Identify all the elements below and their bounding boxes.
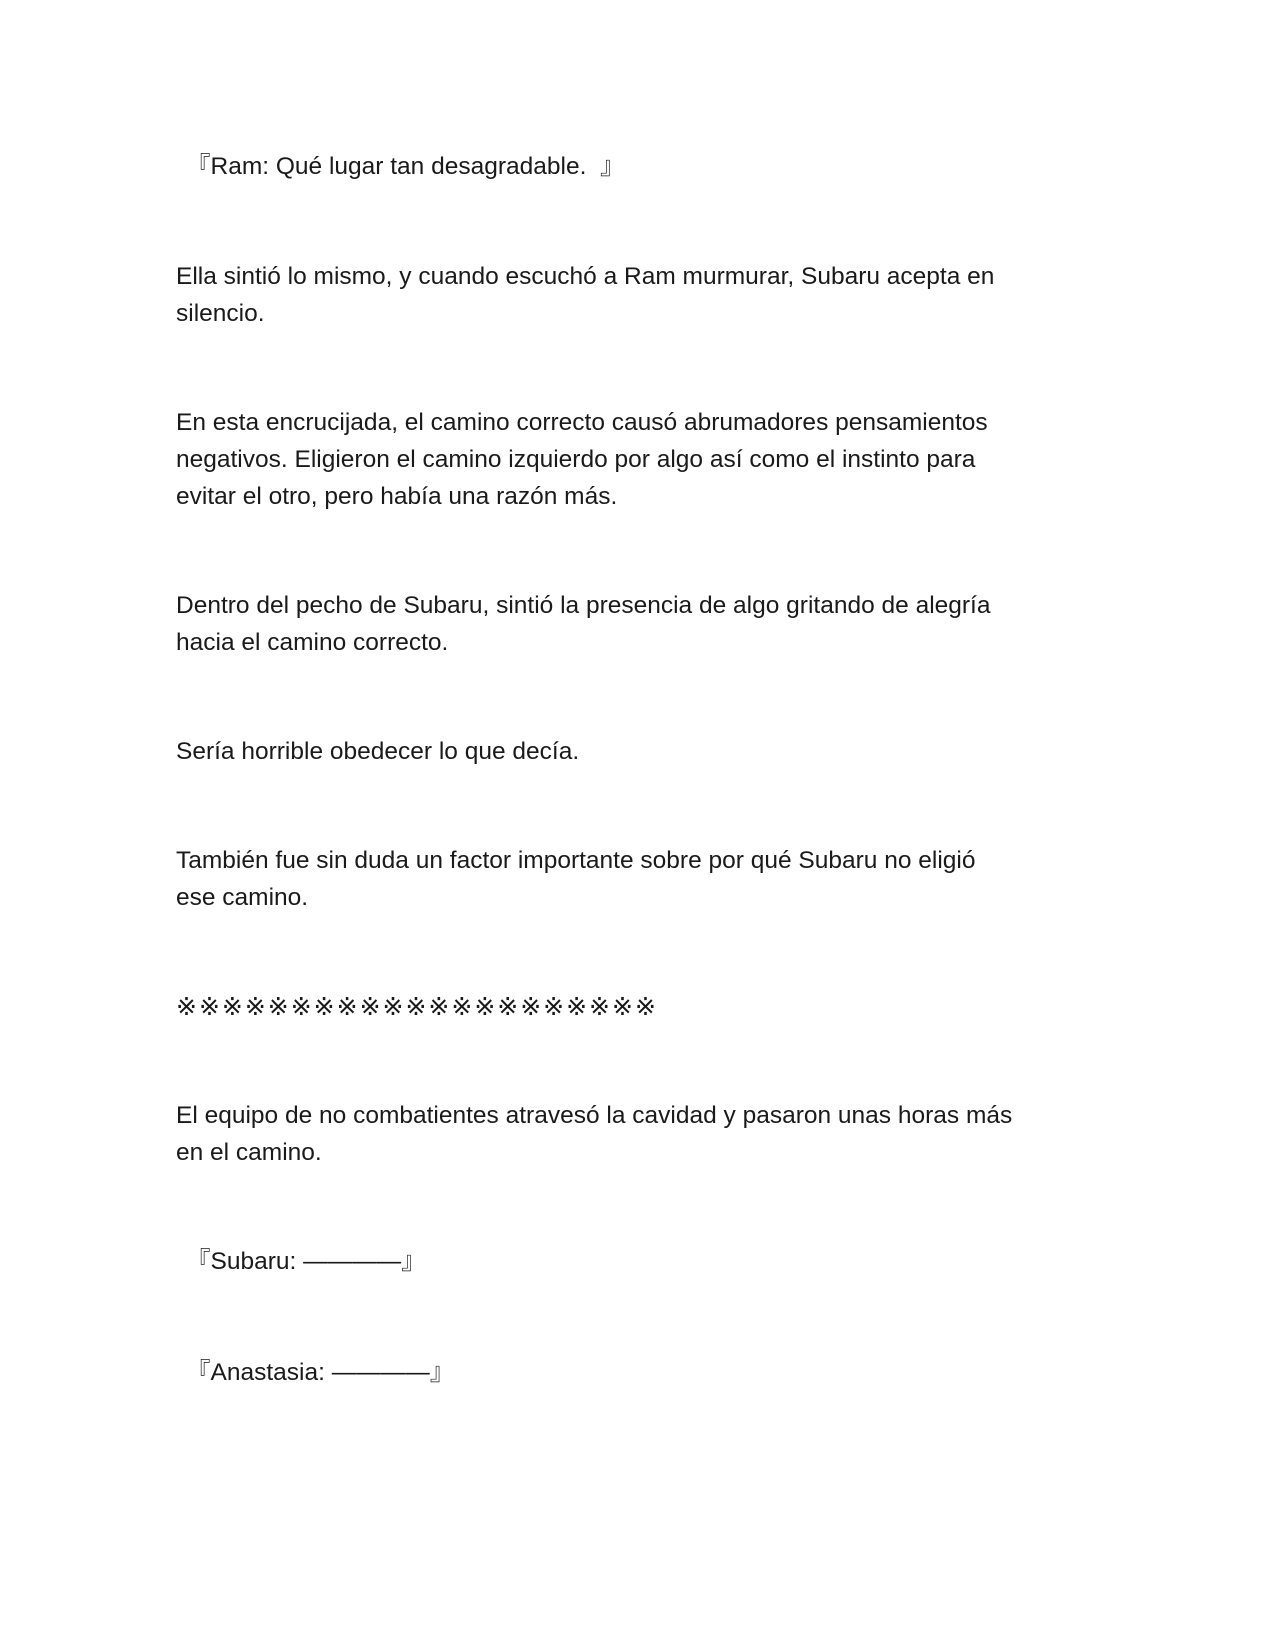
- paragraph-5-line-1: También fue sin duda un factor importante sobre por qué Subaru no eligió: [176, 847, 976, 874]
- paragraph-5-line-2: ese camino.: [176, 884, 309, 911]
- paragraph-2-line-1: En esta encrucijada, el camino correcto causó abrumadores pensamientos: [176, 409, 988, 436]
- paragraph-3-line-1: Dentro del pecho de Subaru, sintió la presencia de algo gritando de alegría: [176, 592, 991, 619]
- paragraph-1-line-2: silencio.: [176, 300, 265, 327]
- paragraph-6-line-2: en el camino.: [176, 1139, 322, 1166]
- dialogue-subaru: 『Subaru: ————』: [186, 1248, 426, 1275]
- paragraph-4-line-1: Sería horrible obedecer lo que decía.: [176, 738, 580, 765]
- paragraph-1-line-1: Ella sintió lo mismo, y cuando escuchó a Ram murmurar, Subaru acepta en: [176, 263, 995, 290]
- scene-separator: ※※※※※※※※※※※※※※※※※※※※※: [176, 992, 658, 1021]
- paragraph-2-line-3: evitar el otro, pero había una razón más.: [176, 483, 618, 510]
- paragraph-3-line-2: hacia el camino correcto.: [176, 629, 449, 656]
- paragraph-6-line-1: El equipo de no combatientes atravesó la cavidad y pasaron unas horas más: [176, 1102, 1013, 1129]
- paragraph-2-line-2: negativos. Eligieron el camino izquierdo por algo así como el instinto para: [176, 446, 976, 473]
- dialogue-ram: 『Ram: Qué lugar tan desagradable. 』: [186, 153, 625, 180]
- dialogue-anastasia: 『Anastasia: ————』: [186, 1359, 455, 1386]
